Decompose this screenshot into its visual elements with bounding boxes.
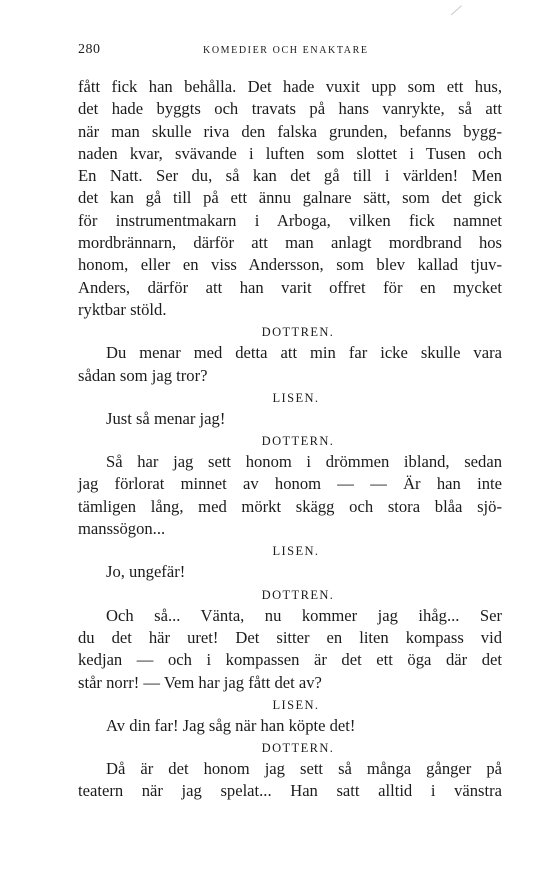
text-line: tämligen lång, med mörkt skägg och stora blåa sjö- xyxy=(78,496,502,516)
text-line: Så har jag sett honom i drömmen ibland, sedan xyxy=(106,452,502,472)
page-header xyxy=(78,42,498,60)
text-line: det kan gå till på ett ännu galnare sätt, som det gick xyxy=(78,188,502,208)
speaker-label: DOTTREN. xyxy=(261,587,335,602)
speaker-label: LISEN. xyxy=(272,697,320,712)
text-line: ryktbar stöld. xyxy=(78,299,167,319)
text-line: Av din far! Jag såg när han köpte det! xyxy=(106,715,356,735)
speaker-label: DOTTERN. xyxy=(261,434,335,449)
text-line: sådan som jag tror? xyxy=(78,365,208,385)
text-line: teatern när jag spelat... Han satt alltid i vänstra xyxy=(78,781,502,801)
text-line: honom, eller en viss Andersson, som blev kallad tjuv- xyxy=(78,255,502,275)
speaker-label: DOTTREN. xyxy=(261,325,335,340)
text-line: En Natt. Ser du, så kan det gå till i världen! Men xyxy=(78,166,502,186)
speaker-label: DOTTERN. xyxy=(261,741,335,756)
speaker-label: LISEN. xyxy=(272,544,320,559)
text-line: Då är det honom jag sett så många gånger på xyxy=(106,759,502,779)
text-line: Just så menar jag! xyxy=(106,408,226,428)
text-line: fått fick han behålla. Det hade vuxit upp som ett hus, xyxy=(78,77,502,96)
text-line: manssögon... xyxy=(78,519,166,539)
text-line: Anders, därför att han varit offret för en mycket xyxy=(78,277,502,297)
text-line: Och så... Vänta, nu kommer jag ihåg... Ser xyxy=(106,605,502,625)
text-line: jag förlorat minnet av honom — — Är han inte xyxy=(78,474,502,494)
text-line: för instrumentmakarn i Arboga, vilken fick namnet xyxy=(78,210,502,230)
text-line: du det här uret! Det sitter en liten kompass vid xyxy=(78,627,502,647)
text-line: när man skulle riva den falska grunden, befanns bygg- xyxy=(78,121,502,141)
body-text xyxy=(78,76,502,803)
running-head: KOMEDIER OCH ENAKTARE xyxy=(203,45,369,56)
text-line: står norr! — Vem har jag fått det av? xyxy=(78,672,322,692)
speaker-label: LISEN. xyxy=(272,390,320,405)
text-line: Du menar med detta att min far icke skulle vara xyxy=(106,343,502,363)
text-line: Jo, ungefär! xyxy=(106,562,186,582)
text-line: det hade byggts och travats på hans vanrykte, så att xyxy=(78,99,502,119)
page-number: 280 xyxy=(78,42,101,57)
scan-mark xyxy=(451,5,471,26)
text-line: mordbrännarn, därför att man anlagt mordbrand hos xyxy=(78,233,502,253)
text-line: naden kvar, svävande i luften som slottet i Tusen och xyxy=(78,143,502,163)
text-line: kedjan — och i kompassen är det ett öga där det xyxy=(78,650,502,670)
